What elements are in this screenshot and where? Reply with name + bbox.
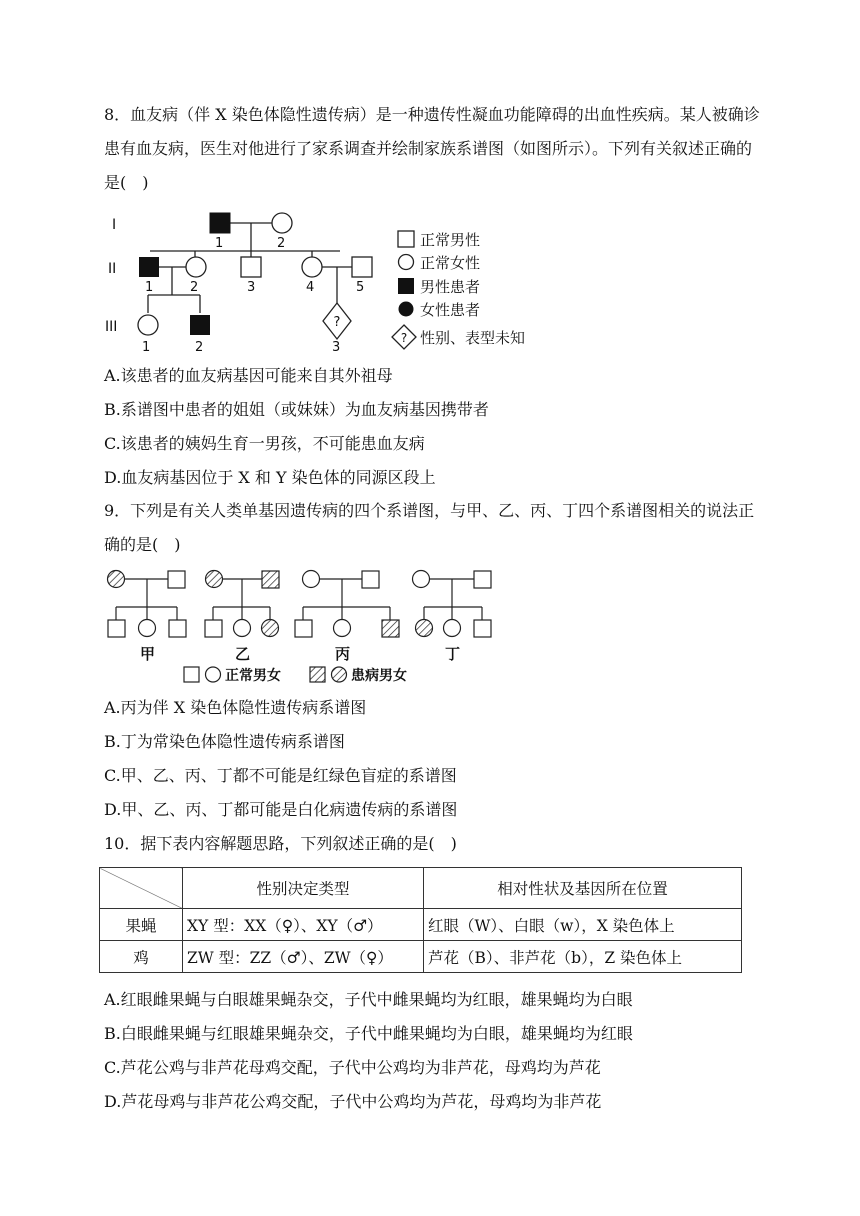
legend-normal-female-symbol xyxy=(206,667,221,682)
table-cell-trait: 芦花（B）、非芦花（b），Z 染色体上 xyxy=(424,941,742,973)
pedigree-label-jia: 甲 xyxy=(140,645,156,663)
legend-affected-female: 女性患者 xyxy=(420,301,481,319)
q10-stem: 10．据下表内容解题思路，下列叙述正确的是( ) xyxy=(104,834,457,853)
legend-normal-female: 正常女性 xyxy=(420,254,481,272)
legend-affected-male-symbol xyxy=(398,278,414,294)
q8-option-c: C.该患者的姨妈生育一男孩，不可能患血友病 xyxy=(104,434,425,453)
q9-stem: 9．下列是有关人类单基因遗传病的四个系谱图，与甲、乙、丙、丁四个系谱图相关的说法正确的是( ) xyxy=(104,501,755,554)
pedigree-label-yi: 乙 xyxy=(235,645,251,663)
table-cell-sex: ZW 型：ZZ（♂）、ZW（♀） xyxy=(183,941,424,973)
pedigree-II3-normal-male xyxy=(241,257,261,277)
q10-option-c: C.芦花公鸡与非芦花母鸡交配，子代中公鸡均为非芦花，母鸡均为芦花 xyxy=(104,1058,601,1077)
legend-normal-male-symbol xyxy=(184,667,199,682)
bing-son-normal xyxy=(295,620,312,637)
bing-daughter-normal xyxy=(334,620,351,637)
q10-option-b: B.白眼雌果蝇与红眼雄果蝇杂交，子代中雌果蝇均为白眼，雄果蝇均为红眼 xyxy=(104,1024,633,1043)
legend-normal-male-symbol xyxy=(398,231,414,247)
q10-table xyxy=(99,867,742,973)
pedigree-II4-normal-female xyxy=(302,257,322,277)
legend-unknown-mark: ? xyxy=(400,331,408,345)
number-III3: 3 xyxy=(332,340,341,355)
pedigree-II2-normal-female xyxy=(186,257,206,277)
number-I1: 1 xyxy=(215,236,224,251)
generation-label-II: II xyxy=(108,261,117,277)
number-II2: 2 xyxy=(190,280,199,295)
jia-son-normal xyxy=(108,620,125,637)
q8-option-b: B.系谱图中患者的姐姐（或妹妹）为血友病基因携带者 xyxy=(104,400,489,419)
yi-mother-affected xyxy=(206,571,223,588)
pedigree-I1-affected-male xyxy=(210,213,230,233)
ding-mother-normal xyxy=(413,571,430,588)
legend-affected-female-symbol xyxy=(332,667,347,682)
pedigree-I2-normal-female xyxy=(272,213,292,233)
yi-daughter-normal xyxy=(234,620,251,637)
pedigree-label-bing: 丙 xyxy=(335,645,351,663)
jia-daughter-normal xyxy=(139,620,156,637)
jia-son2-normal xyxy=(169,620,186,637)
legend-normal-male: 正常男性 xyxy=(420,231,481,249)
legend-affected: 患病男女 xyxy=(351,668,407,684)
table-cell-sex: XY 型：XX（♀）、XY（♂） xyxy=(183,909,424,941)
ding-daughter2-normal xyxy=(444,620,461,637)
table-header-sex-determination: 性别决定类型 xyxy=(183,868,424,909)
q10-option-a: A.红眼雌果蝇与白眼雄果蝇杂交，子代中雌果蝇均为红眼，雄果蝇均为白眼 xyxy=(104,990,633,1009)
number-II4: 4 xyxy=(306,280,315,295)
generation-label-III: III xyxy=(105,319,118,335)
q9-option-c: C.甲、乙、丙、丁都不可能是红绿色盲症的系谱图 xyxy=(104,766,457,785)
bing-father-normal xyxy=(362,571,379,588)
table-corner-cell xyxy=(100,868,183,909)
legend-normal-female-symbol xyxy=(399,255,414,270)
table-row xyxy=(100,941,742,973)
q8-pedigree-figure xyxy=(100,205,560,355)
jia-mother-affected xyxy=(108,571,125,588)
yi-son-normal xyxy=(205,620,222,637)
legend-unknown: 性别、表型未知 xyxy=(420,329,526,347)
q8-stem: 8．血友病（伴 X 染色体隐性遗传病）是一种遗传性凝血功能障碍的出血性疾病。某人被确诊患有血友病，医生对他进行了家系调查并绘制家族系谱图（如图所示）。下列有关叙述正确的是( ) xyxy=(104,105,760,192)
ding-son-normal xyxy=(474,620,491,637)
legend-affected-male-symbol xyxy=(310,667,325,682)
jia-father-normal xyxy=(168,571,185,588)
table-header-row xyxy=(100,868,742,909)
table-cell-organism: 果蝇 xyxy=(100,909,183,941)
yi-daughter2-affected xyxy=(262,620,279,637)
number-III1: 1 xyxy=(142,340,151,355)
pedigree-unknown-mark: ? xyxy=(333,315,341,330)
q9-option-d: D.甲、乙、丙、丁都可能是白化病遗传病的系谱图 xyxy=(104,800,458,819)
ding-father-normal xyxy=(474,571,491,588)
pedigree-label-ding: 丁 xyxy=(445,645,461,663)
q10-option-d: D.芦花母鸡与非芦花公鸡交配，子代中公鸡均为芦花，母鸡均为非芦花 xyxy=(104,1092,602,1111)
table-header-traits: 相对性状及基因所在位置 xyxy=(424,868,742,909)
table-cell-trait: 红眼（W）、白眼（w），X 染色体上 xyxy=(424,909,742,941)
number-II3: 3 xyxy=(247,280,256,295)
number-II5: 5 xyxy=(356,280,365,295)
pedigree-II1-affected-male xyxy=(139,257,159,277)
number-II1: 1 xyxy=(145,280,154,295)
bing-son2-affected xyxy=(382,620,399,637)
number-I2: 2 xyxy=(277,236,286,251)
q9-option-a: A.丙为伴 X 染色体隐性遗传病系谱图 xyxy=(104,698,367,717)
q8-option-a: A.该患者的血友病基因可能来自其外祖母 xyxy=(104,366,393,385)
q9-pedigree-figure xyxy=(104,567,504,687)
pedigree-II5-normal-male xyxy=(352,257,372,277)
bing-mother-normal xyxy=(303,571,320,588)
yi-father-affected xyxy=(262,571,279,588)
generation-label-I: I xyxy=(112,217,117,233)
legend-affected-male: 男性患者 xyxy=(420,278,481,296)
number-III2: 2 xyxy=(195,340,204,355)
q8-option-d: D.血友病基因位于 X 和 Y 染色体的同源区段上 xyxy=(104,468,436,487)
q9-option-b: B.丁为常染色体隐性遗传病系谱图 xyxy=(104,732,345,751)
ding-daughter-affected xyxy=(416,620,433,637)
pedigree-III2-affected-male xyxy=(190,315,210,335)
legend-affected-female-symbol xyxy=(399,302,414,317)
table-cell-organism: 鸡 xyxy=(100,941,183,973)
table-row xyxy=(100,909,742,941)
pedigree-III1-normal-female xyxy=(138,315,158,335)
legend-normal: 正常男女 xyxy=(225,668,281,684)
